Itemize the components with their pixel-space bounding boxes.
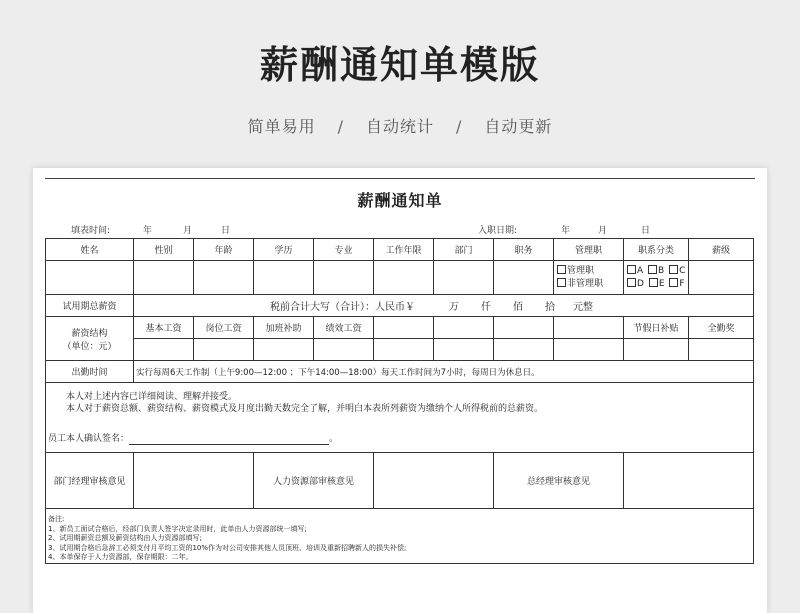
grade-f-label: F xyxy=(679,278,685,289)
option-grade-d[interactable] xyxy=(627,279,644,289)
fill-date-month: 月 xyxy=(183,226,193,236)
probation-label: 试用期总薪资 xyxy=(46,295,134,317)
amount-unit-bai: 佰 xyxy=(513,302,523,313)
notes-title: 备注: xyxy=(48,515,65,523)
structure-value-cell[interactable] xyxy=(494,339,554,361)
option-management[interactable] xyxy=(557,265,621,278)
header-position: 职务 xyxy=(494,239,554,261)
structure-value-cell[interactable] xyxy=(434,339,494,361)
subtitle-sep-1: / xyxy=(337,117,344,136)
structure-value-cell[interactable] xyxy=(134,339,194,361)
structure-item-blank-3 xyxy=(494,317,554,339)
input-age[interactable] xyxy=(194,261,254,295)
subtitle-auto-stats: 自动统计 xyxy=(365,117,434,136)
fill-date-year: 年 xyxy=(143,226,153,236)
top-divider xyxy=(45,178,755,179)
entry-date-day: 日 xyxy=(641,226,651,236)
checkbox-icon xyxy=(557,265,566,274)
amount-unit-wan: 万 xyxy=(449,302,459,313)
review-hr-field[interactable] xyxy=(374,453,494,509)
ack-cell xyxy=(46,383,754,453)
header-salary-level: 薪级 xyxy=(689,239,754,261)
option-grade-a[interactable] xyxy=(627,266,643,276)
header-department: 部门 xyxy=(434,239,494,261)
entry-date-month: 月 xyxy=(598,226,608,236)
structure-item-blank-1 xyxy=(374,317,434,339)
structure-value-cell[interactable] xyxy=(314,339,374,361)
header-gender: 性别 xyxy=(134,239,194,261)
hours-label: 出勤时间 xyxy=(46,361,134,383)
structure-value-cell[interactable] xyxy=(689,339,754,361)
structure-item-attendance: 全勤奖 xyxy=(689,317,754,339)
note-item-4: 4、本单保存于人力资源部，保存期限：二年。 xyxy=(48,553,193,561)
review-dept-manager-label: 部门经理审核意见 xyxy=(46,453,134,509)
structure-value-cell[interactable] xyxy=(554,339,624,361)
ack-line-1: 本人对上述内容已详细阅读、理解并接受。 xyxy=(66,392,238,402)
checkbox-icon xyxy=(648,265,657,274)
grade-c-label: C xyxy=(679,265,686,276)
note-item-3: 3、试用期合格后急辞工必须支付月平均工资的10%作为对公司安排其他人员顶班、培训及重新招聘新人的损失补偿; xyxy=(48,543,407,552)
header-name: 姓名 xyxy=(46,239,134,261)
management-options xyxy=(554,261,624,295)
input-gender[interactable] xyxy=(134,261,194,295)
structure-value-row xyxy=(46,339,754,361)
option-grade-c[interactable] xyxy=(669,266,685,276)
header-age: 年龄 xyxy=(194,239,254,261)
structure-value-cell[interactable] xyxy=(254,339,314,361)
structure-value-cell[interactable] xyxy=(374,339,434,361)
fill-date-day: 日 xyxy=(221,226,231,236)
option-grade-b[interactable] xyxy=(648,266,664,276)
review-gm-field[interactable] xyxy=(624,453,754,509)
input-position[interactable] xyxy=(494,261,554,295)
structure-item-blank-2 xyxy=(434,317,494,339)
input-major[interactable] xyxy=(314,261,374,295)
option-non-management-label: 非管理职 xyxy=(567,278,604,289)
amount-unit-yuan: 元整 xyxy=(573,302,593,313)
structure-label-cell xyxy=(46,317,134,361)
note-item-1: 1、新员工面试合格后，经部门负责人签字决定录用时，此单由人力资源部统一填写; xyxy=(48,524,307,533)
grade-b-label: B xyxy=(658,265,665,276)
subtitle xyxy=(0,114,800,137)
ack-row xyxy=(46,383,754,453)
structure-value-cell[interactable] xyxy=(624,339,689,361)
structure-header-row xyxy=(46,317,754,339)
hours-text: 实行每周6天工作制（上午9:00—12:00 ；下午14:00—18:00）每天工作时间为7小时，每周日为休息日。 xyxy=(134,361,754,383)
input-salary-level[interactable] xyxy=(689,261,754,295)
header-work-years: 工作年限 xyxy=(374,239,434,261)
info-input-row xyxy=(46,261,754,295)
structure-item-basic: 基本工资 xyxy=(134,317,194,339)
checkbox-icon xyxy=(557,278,566,287)
entry-date-year: 年 xyxy=(561,226,571,236)
review-row xyxy=(46,453,754,509)
option-management-label: 管理职 xyxy=(567,265,595,276)
header-education: 学历 xyxy=(254,239,314,261)
structure-label: 薪资结构 xyxy=(71,328,108,339)
page-title: 薪酬通知单模版 xyxy=(259,43,540,87)
amount-unit-qian: 仟 xyxy=(481,302,491,313)
hours-row xyxy=(46,361,754,383)
subtitle-auto-update: 自动更新 xyxy=(484,117,553,136)
structure-item-post: 岗位工资 xyxy=(194,317,254,339)
header-grade-class: 职系分类 xyxy=(624,239,689,261)
header-management: 管理职 xyxy=(554,239,624,261)
checkbox-icon xyxy=(649,278,658,287)
option-grade-e[interactable] xyxy=(649,279,665,289)
structure-item-blank-4 xyxy=(554,317,624,339)
note-item-2: 2、试用期薪资总额及薪资结构由人力资源部填写; xyxy=(48,534,202,542)
structure-value-cell[interactable] xyxy=(194,339,254,361)
input-work-years[interactable] xyxy=(374,261,434,295)
grade-options xyxy=(624,261,689,295)
grade-e-label: E xyxy=(658,278,665,289)
form-title: 薪酬通知单 xyxy=(357,191,443,210)
structure-item-holiday: 节假日补贴 xyxy=(624,317,689,339)
structure-item-overtime: 加班补助 xyxy=(254,317,314,339)
entry-date-label: 入职日期: xyxy=(478,226,518,236)
sign-label: 员工本人确认签名： xyxy=(48,434,130,444)
subtitle-sep-2: / xyxy=(456,117,463,136)
form-sheet xyxy=(33,168,767,613)
grade-a-label: A xyxy=(637,265,644,276)
review-dept-manager-field[interactable] xyxy=(134,453,254,509)
structure-unit: （单位：元） xyxy=(62,341,117,352)
amount-text: 税前合计大写（合计）：人民币￥ xyxy=(270,302,415,313)
header-major: 专业 xyxy=(314,239,374,261)
input-name[interactable] xyxy=(46,261,134,295)
amount-unit-shi: 拾 xyxy=(545,302,555,313)
notes-cell xyxy=(46,509,754,564)
probation-amount[interactable] xyxy=(134,295,754,317)
fill-date-label: 填表时间: xyxy=(71,226,111,236)
option-grade-f[interactable] xyxy=(669,279,684,289)
header-row xyxy=(46,239,754,261)
salary-form-table xyxy=(45,238,754,564)
notes-row xyxy=(46,509,754,564)
review-hr-label: 人力资源部审核意见 xyxy=(254,453,374,509)
input-department[interactable] xyxy=(434,261,494,295)
checkbox-icon xyxy=(669,265,678,274)
employee-signature-field[interactable] xyxy=(129,435,329,445)
grade-d-label: D xyxy=(637,278,644,289)
checkbox-icon xyxy=(669,278,678,287)
subtitle-easy: 简单易用 xyxy=(247,117,316,136)
ack-line-2: 本人对于薪资总额、薪资结构、薪资模式及月度出勤天数完全了解，并明白本表所列薪资为缴纳个人所得税前的总薪资。 xyxy=(66,404,544,414)
sign-line-row xyxy=(48,433,751,445)
input-education[interactable] xyxy=(254,261,314,295)
probation-row xyxy=(46,295,754,317)
sign-end: 。 xyxy=(329,434,339,444)
checkbox-icon xyxy=(627,265,636,274)
review-gm-label: 总经理审核意见 xyxy=(494,453,624,509)
structure-item-performance: 绩效工资 xyxy=(314,317,374,339)
checkbox-icon xyxy=(627,278,636,287)
option-non-management[interactable] xyxy=(557,278,621,291)
